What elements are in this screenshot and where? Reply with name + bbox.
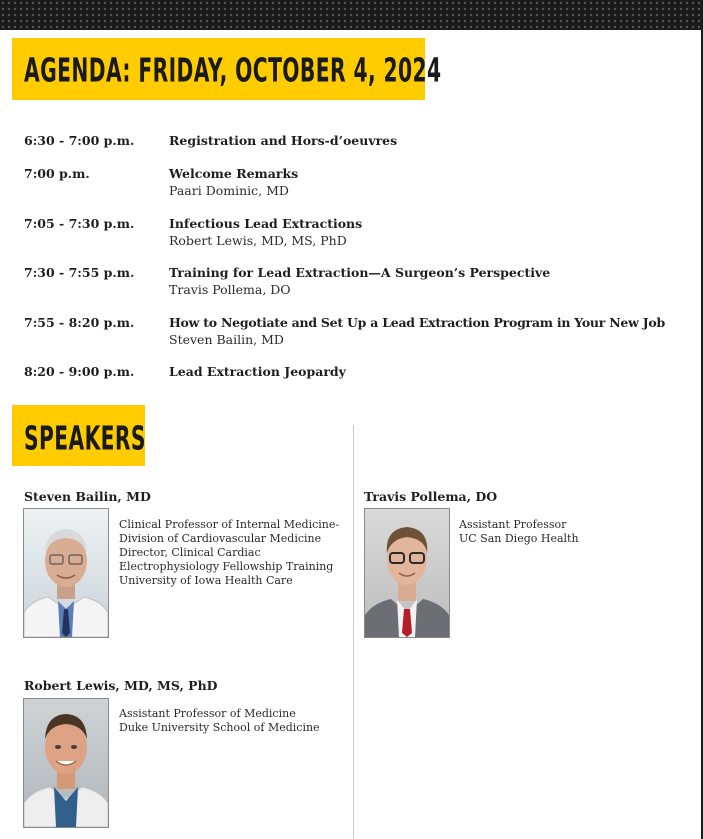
agenda-title: How to Negotiate and Set Up a Lead Extraction Program in Your New Job [169,315,665,330]
agenda-time: 7:05 - 7:30 p.m. [24,216,135,231]
speaker-role: Division of Cardiovascular Medicine [119,532,322,545]
agenda-title: Training for Lead Extraction—A Surgeon’s Perspective [169,265,551,280]
column-divider [353,425,354,839]
agenda-time: 6:30 - 7:00 p.m. [24,133,135,148]
speaker-role: Director, Clinical Cardiac [119,546,261,559]
speaker-name: Robert Lewis, MD, MS, PhD [24,678,218,693]
agenda-time: 7:30 - 7:55 p.m. [24,265,135,280]
agenda-speaker: Robert Lewis, MD, MS, PhD [169,233,347,248]
agenda-heading-box [12,38,442,100]
speaker-name: Steven Bailin, MD [24,489,151,504]
agenda-title: Infectious Lead Extractions [169,216,363,231]
speakers-heading: SPEAKERS [24,420,146,459]
speaker-role: Assistant Professor [459,518,567,531]
agenda-time: 7:55 - 8:20 p.m. [24,315,135,330]
speaker-role: Duke University School of Medicine [119,721,320,734]
speaker-role: Assistant Professor of Medicine [119,707,296,720]
agenda-speaker: Steven Bailin, MD [169,332,284,347]
agenda-time: 8:20 - 9:00 p.m. [24,364,135,379]
agenda-speaker: Travis Pollema, DO [169,282,291,297]
agenda-speaker: Paari Dominic, MD [169,183,289,198]
agenda-title: Registration and Hors-d’oeuvres [169,133,398,148]
header-pattern-band [0,0,703,30]
agenda-time: 7:00 p.m. [24,166,90,181]
speaker-role: UC San Diego Health [459,532,579,545]
speaker-photo [23,698,109,828]
speaker-photo [23,508,109,638]
speaker-role: Clinical Professor of Internal Medicine- [119,518,340,531]
agenda-title: Welcome Remarks [169,166,299,181]
speaker-name: Travis Pollema, DO [364,489,498,504]
agenda-heading: AGENDA: FRIDAY, OCTOBER 4, 2024 [24,52,442,91]
speakers-heading-box [12,405,145,466]
speaker-role: Electrophysiology Fellowship Training [119,560,334,573]
speaker-role: University of Iowa Health Care [119,574,293,587]
speaker-photo [364,508,450,638]
agenda-title: Lead Extraction Jeopardy [169,364,346,379]
